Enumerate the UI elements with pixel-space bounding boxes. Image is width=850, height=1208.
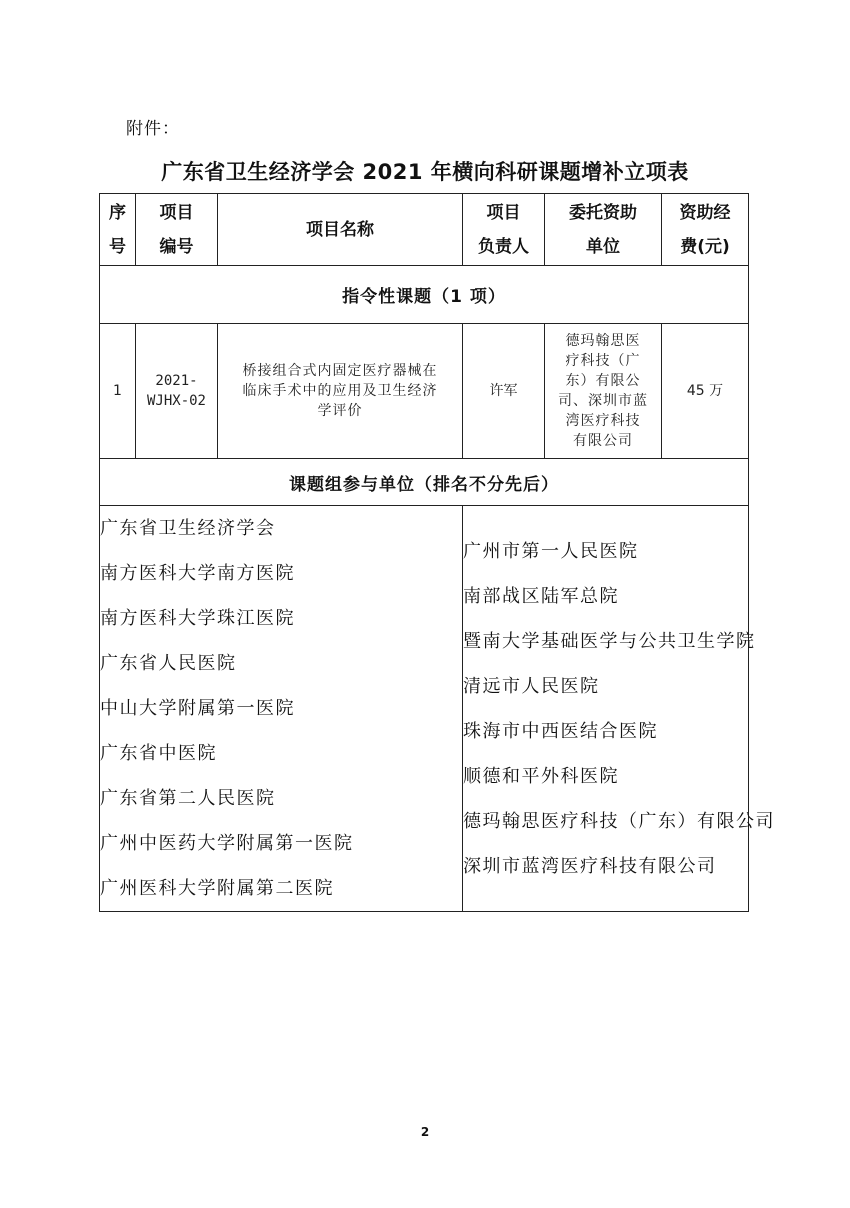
page-number: 2	[420, 1125, 430, 1139]
section-row-directive	[100, 266, 749, 324]
list-item: 南方医科大学南方医院	[100, 563, 295, 584]
units-row	[100, 506, 749, 912]
list-item: 南部战区陆军总院	[463, 585, 619, 607]
project-table	[99, 193, 775, 912]
row-project-name: 桥接组合式内固定医疗器械在 临床手术中的应用及卫生经济 学评价	[218, 324, 463, 459]
header-row	[100, 194, 749, 266]
list-item: 德玛翰思医疗科技（广东）有限公司	[463, 810, 775, 832]
list-item: 珠海市中西医结合医院	[463, 720, 658, 742]
list-item: 广东省中医院	[100, 743, 217, 764]
header-sponsor: 委托资助 单位	[545, 194, 662, 266]
row-code: 2021- WJHX-02	[136, 324, 218, 459]
units-left-list	[100, 506, 463, 912]
list-item: 暨南大学基础医学与公共卫生学院	[463, 630, 756, 652]
header-seq: 序 号	[100, 194, 136, 266]
row-funding: 45 万	[662, 324, 749, 459]
list-item: 广东省人民医院	[100, 653, 237, 674]
units-right-list	[463, 506, 775, 912]
list-item: 广东省卫生经济学会	[100, 518, 276, 539]
list-item: 广州中医药大学附属第一医院	[100, 833, 354, 854]
list-item: 清远市人民医院	[463, 675, 600, 697]
document-title: 广东省卫生经济学会 2021 年横向科研课题增补立项表	[161, 160, 689, 184]
attachment-label: 附件：	[126, 119, 180, 139]
list-item: 中山大学附属第一医院	[100, 698, 295, 719]
list-item: 广东省第二人民医院	[100, 788, 276, 809]
list-item: 南方医科大学珠江医院	[100, 608, 295, 629]
header-code: 项目 编号	[136, 194, 218, 266]
header-leader: 项目 负责人	[463, 194, 545, 266]
list-item: 广州市第一人民医院	[463, 540, 639, 562]
header-funding: 资助经 费(元)	[662, 194, 749, 266]
list-item: 深圳市蓝湾医疗科技有限公司	[463, 855, 717, 877]
section-directive: 指令性课题（1 项）	[100, 266, 749, 324]
header-name: 项目名称	[218, 194, 463, 266]
section-row-units	[100, 459, 749, 506]
list-item: 广州医科大学附属第二医院	[100, 878, 334, 899]
row-leader: 许军	[463, 324, 545, 459]
row-sponsor: 德玛翰思医 疗科技（广 东）有限公 司、深圳市蓝 湾医疗科技 有限公司	[545, 324, 662, 459]
list-item: 顺德和平外科医院	[463, 765, 619, 787]
table-row	[100, 324, 749, 459]
section-units: 课题组参与单位（排名不分先后）	[100, 459, 749, 506]
row-seq: 1	[100, 324, 136, 459]
